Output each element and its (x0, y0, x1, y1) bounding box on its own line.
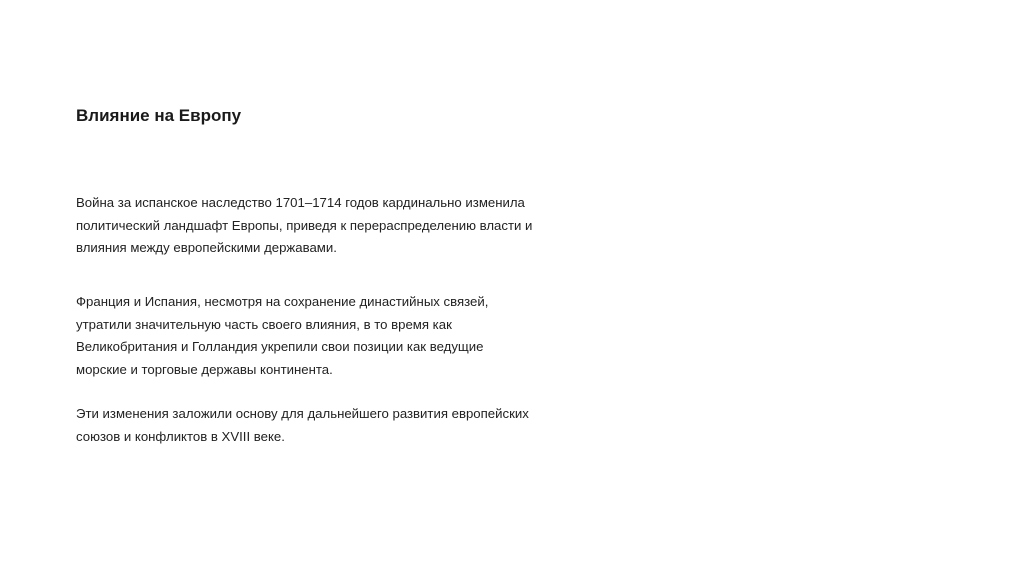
paragraph-line: Франция и Испания, несмотря на сохранение династийных связей, (76, 294, 489, 309)
paragraph-line: Эти изменения заложили основу для дальнейшего развития европейских (76, 406, 529, 421)
paragraph-war-impact (76, 192, 576, 260)
paragraph-line: политический ландшафт Европы, приведя к перераспределению власти и (76, 217, 533, 233)
paragraph-line: союзов и конфликтов в XVIII веке. (76, 428, 285, 444)
paragraph-powers-shift (76, 291, 576, 381)
slide-title: Влияние на Европу (76, 106, 242, 125)
paragraph-future-alliances (76, 403, 576, 448)
paragraph-line: влияния между европейскими державами. (76, 240, 337, 255)
paragraph-line: Великобритания и Голландия укрепили свои позиции как ведущие (76, 339, 484, 354)
paragraph-line: утратили значительную часть своего влияния, в то время как (76, 316, 452, 332)
paragraph-line: морские и торговые державы континента. (76, 361, 333, 377)
paragraph-line: Война за испанское наследство 1701–1714 годов кардинально изменила (76, 195, 525, 210)
